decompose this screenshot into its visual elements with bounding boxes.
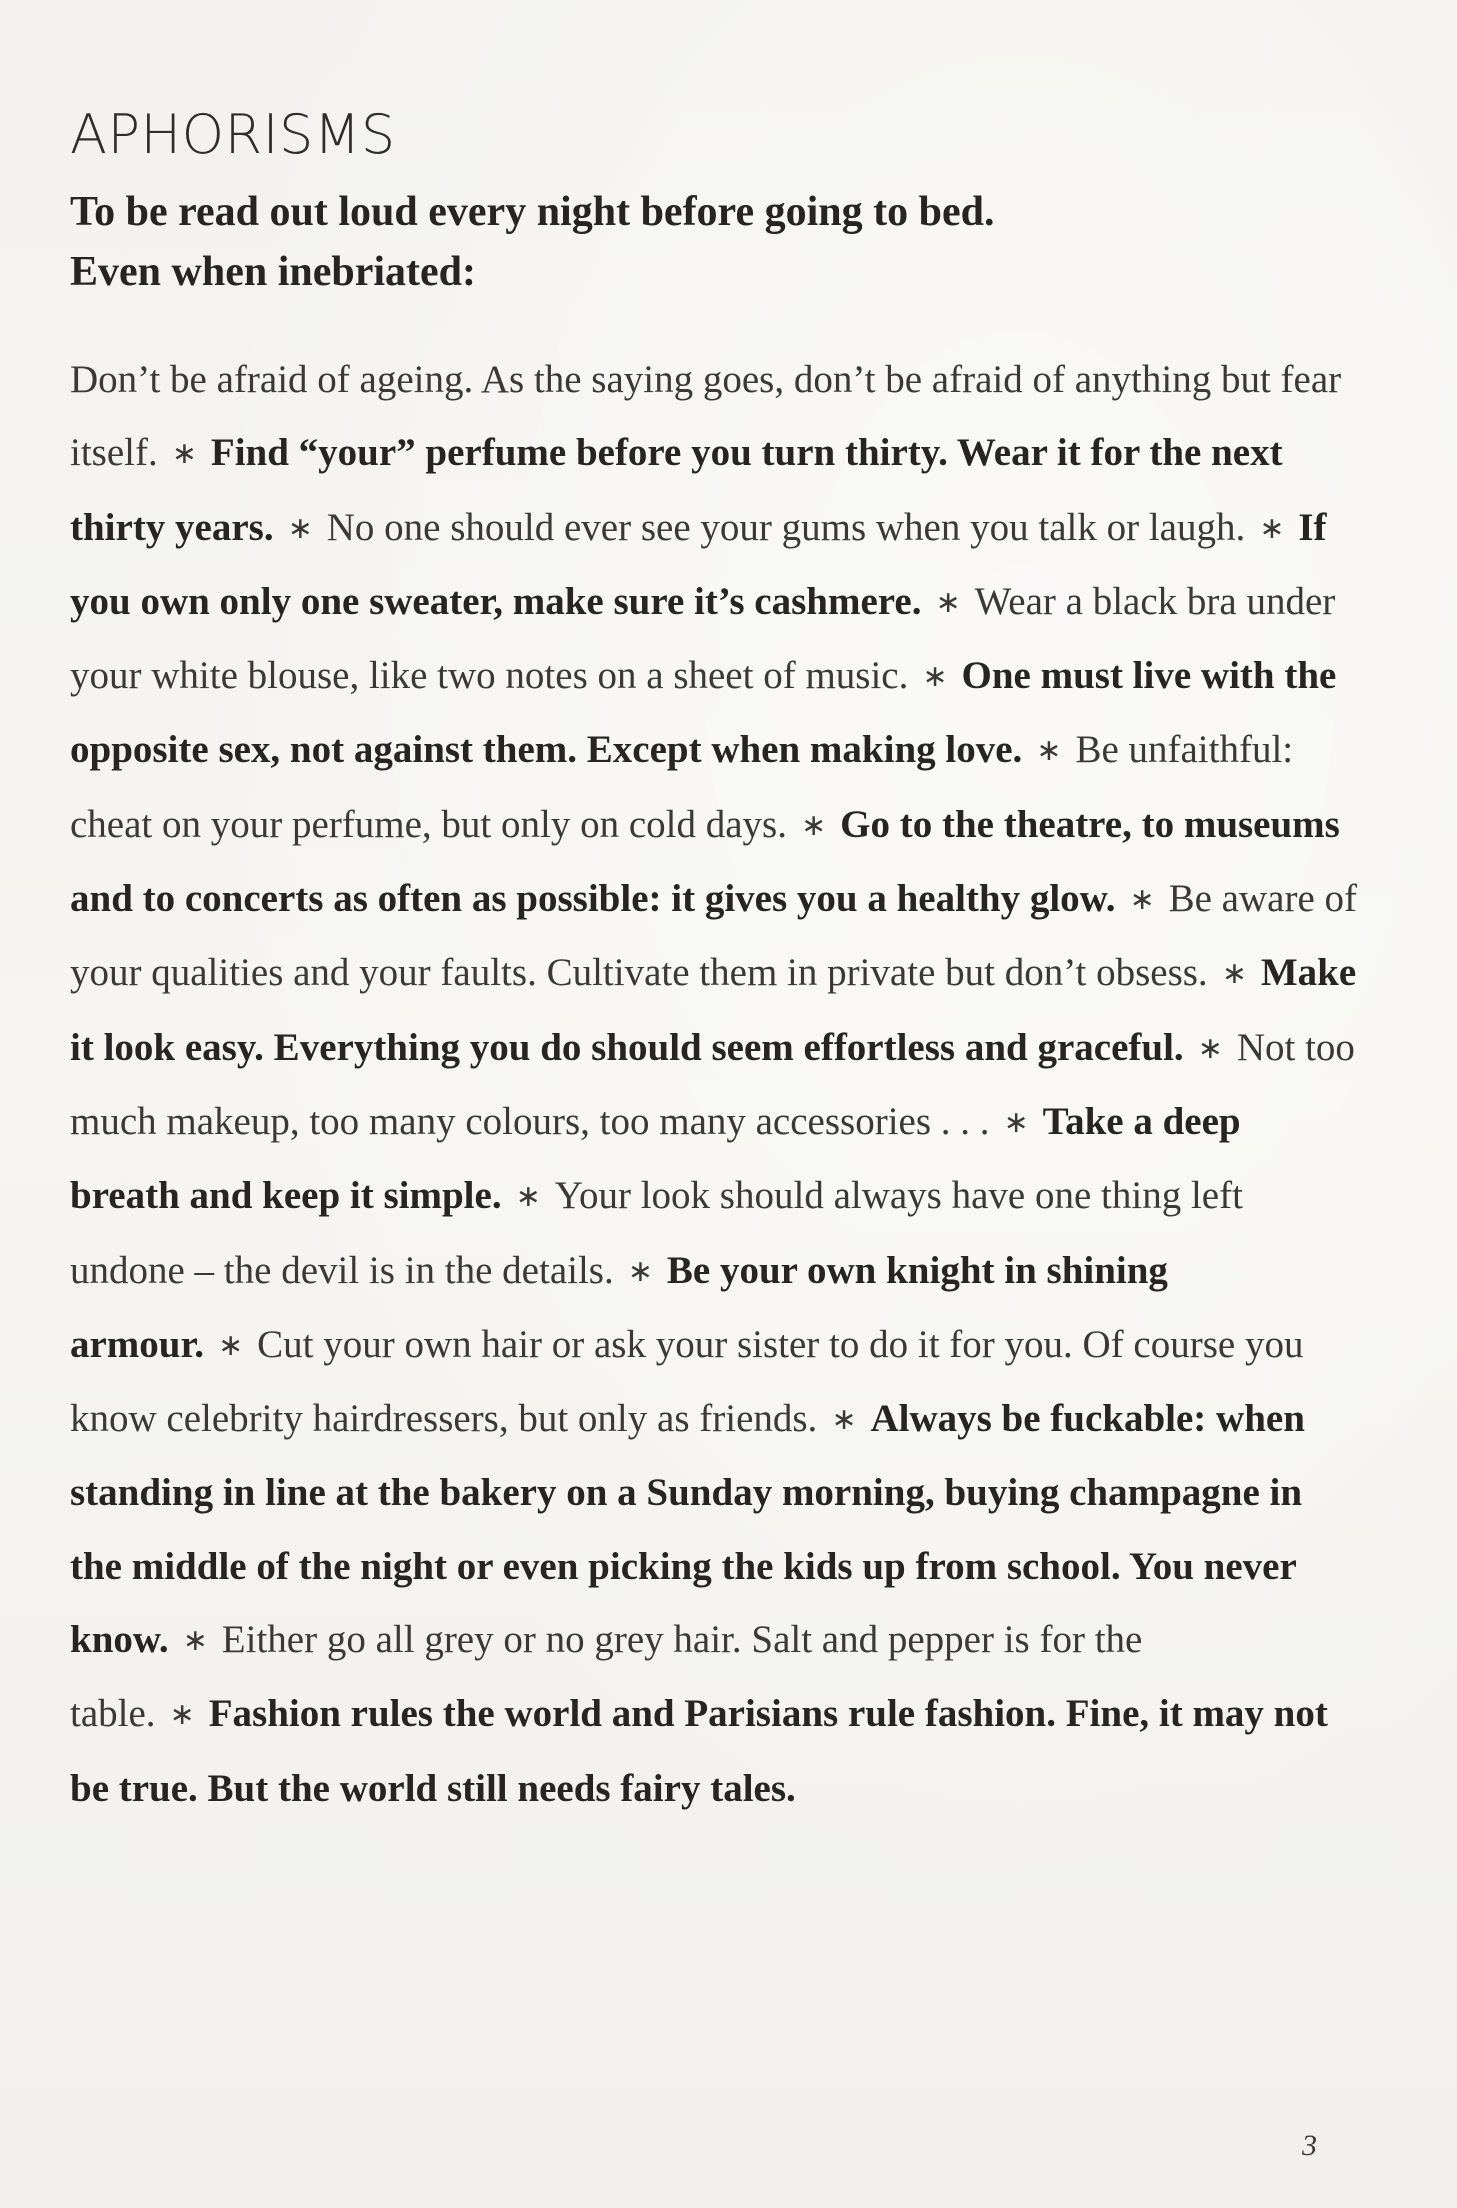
- aphorism: Either go all grey or no grey hair. Salt and pepper is for the table.: [70, 1618, 1143, 1736]
- asterisk-separator-icon: ∗: [1129, 882, 1155, 918]
- asterisk-separator-icon: ∗: [831, 1402, 857, 1438]
- asterisk-separator-icon: ∗: [801, 807, 827, 843]
- aphorism-bold: Take a deep breath and keep it simple.: [70, 1099, 1241, 1218]
- asterisk-separator-icon: ∗: [1259, 510, 1285, 546]
- asterisk-separator-icon: ∗: [171, 436, 197, 472]
- section-heading: APHORISMS: [70, 103, 396, 166]
- aphorism: Not too much makeup, too many colours, too many accessories . . .: [70, 1025, 1355, 1143]
- aphorism: Cut your own hair or ask your sister to do it for you. Of course you know celebrity hairdressers, but only as friends.: [70, 1322, 1304, 1441]
- asterisk-separator-icon: ∗: [935, 584, 961, 620]
- subtitle-line-2: Even when inebriated:: [70, 249, 477, 295]
- asterisk-separator-icon: ∗: [169, 1697, 195, 1733]
- aphorism-bold: Always be fuckable: when standing in line at the bakery on a Sunday morning, buying champagne in the middle of the night or even picking the kids up from school. You never know.: [70, 1397, 1305, 1662]
- asterisk-separator-icon: ∗: [515, 1179, 541, 1215]
- aphorism-bold: Be your own knight in shining armour.: [70, 1248, 1168, 1366]
- asterisk-separator-icon: ∗: [922, 659, 948, 695]
- asterisk-separator-icon: ∗: [287, 510, 313, 546]
- aphorism-bold: Make it look easy. Everything you do should seem effortless and graceful.: [70, 951, 1357, 1069]
- aphorism: Your look should always have one thing left undone – the devil is in the details.: [70, 1174, 1243, 1292]
- aphorism: Wear a black bra under your white blouse, like two notes on a sheet of music.: [70, 579, 1336, 698]
- asterisk-separator-icon: ∗: [1036, 733, 1062, 769]
- aphorisms-paragraph: [70, 343, 1360, 1825]
- asterisk-separator-icon: ∗: [1197, 1030, 1223, 1066]
- aphorism-bold: Fashion rules the world and Parisians rule fashion. Fine, it may not be true. But the world still needs fairy tales.: [70, 1692, 1328, 1810]
- aphorism: Be aware of your qualities and your faults. Cultivate them in private but don’t obsess.: [70, 877, 1357, 995]
- aphorism-bold: Go to the theatre, to museums and to concerts as often as possible: it gives you a healthy glow.: [70, 802, 1340, 921]
- aphorism: No one should ever see your gums when you talk or laugh.: [326, 505, 1246, 549]
- asterisk-separator-icon: ∗: [627, 1253, 653, 1289]
- aphorism-bold: One must live with the opposite sex, not against them. Except when making love.: [70, 654, 1337, 772]
- aphorism: Don’t be afraid of ageing. As the saying goes, don’t be afraid of anything but fear itself.: [70, 358, 1342, 475]
- asterisk-separator-icon: ∗: [217, 1327, 244, 1363]
- page-number: 3: [1302, 2129, 1317, 2162]
- aphorism-bold: If you own only one sweater, make sure it’s cashmere.: [70, 505, 1327, 623]
- aphorism: Be unfaithful: cheat on your perfume, but only on cold days.: [70, 728, 1294, 846]
- subtitle-line-1: To be read out loud every night before going to bed.: [70, 189, 995, 235]
- asterisk-separator-icon: ∗: [1221, 956, 1247, 992]
- asterisk-separator-icon: ∗: [182, 1623, 208, 1659]
- aphorism-bold: Find “your” perfume before you turn thirty. Wear it for the next thirty years.: [70, 431, 1283, 549]
- subtitle: [70, 182, 1370, 302]
- asterisk-separator-icon: ∗: [1003, 1104, 1029, 1140]
